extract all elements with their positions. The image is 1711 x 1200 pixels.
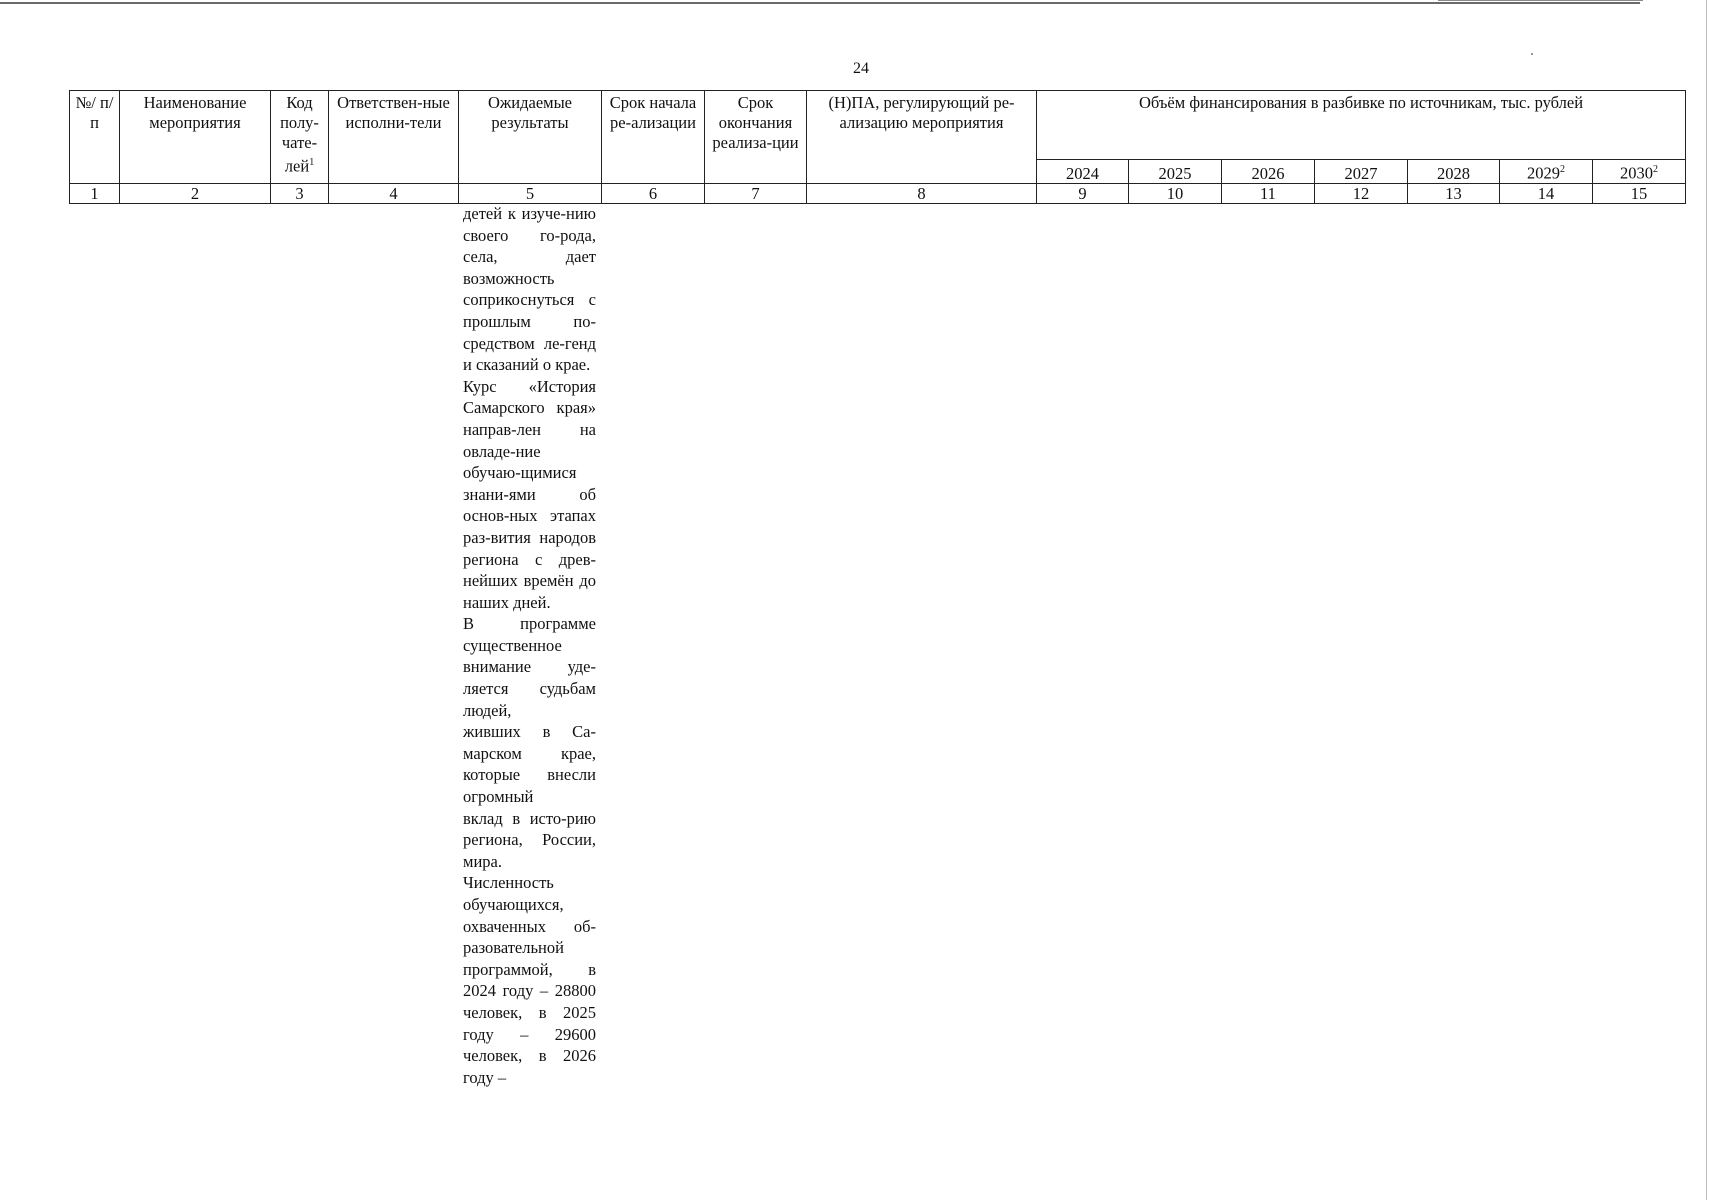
header-year-2030 (1593, 160, 1686, 184)
header-start-date: Срок начала ре-ализации (602, 91, 705, 184)
year-2029-text: 2029 (1527, 163, 1560, 183)
header-expected-results: Ожидаемые результаты (459, 91, 602, 184)
column-number: 10 (1129, 183, 1222, 203)
header-year-2026: 2026 (1222, 160, 1315, 184)
column-number: 5 (459, 183, 602, 203)
column-number: 7 (705, 183, 807, 203)
scan-border-top (0, 2, 1640, 4)
footnote-ref: 1 (309, 157, 315, 168)
header-year-2025: 2025 (1129, 160, 1222, 184)
header-year-2027: 2027 (1315, 160, 1408, 184)
header-activity-name: Наименование мероприятия (120, 91, 271, 184)
column-number: 6 (602, 183, 705, 203)
header-funding: Объём финансирования в разбивке по источникам, тыс. рублей (1037, 91, 1686, 160)
column-number: 14 (1500, 183, 1593, 203)
column-number: 12 (1315, 183, 1408, 203)
page-number: 24 (853, 60, 869, 77)
header-number: №/ п/п (70, 91, 120, 184)
scan-border-right (1706, 0, 1707, 1200)
header-recipient-code-text: Код полу-чате-лей (280, 93, 319, 176)
column-number: 8 (807, 183, 1037, 203)
results-paragraph: живших в Са-марском крае, которые внесли огромный (463, 722, 596, 807)
footnote-ref: 2 (1560, 164, 1565, 175)
column-number: 3 (271, 183, 329, 203)
header-year-2028: 2028 (1408, 160, 1500, 184)
column-number: 1 (70, 183, 120, 203)
column-number: 15 (1593, 183, 1686, 203)
scan-border-fragment (1438, 0, 1643, 1)
results-paragraph: Численность обучающихся, охваченных об-разовательной программой, в 2024 году – 28800 человек, в 2025 году – 29600 человек, в 2026 году – (463, 873, 596, 1087)
column-number: 13 (1408, 183, 1500, 203)
results-paragraph: вклад в исто-рию региона, России, мира. (463, 808, 596, 871)
column-number: 2 (120, 183, 271, 203)
header-legal-act: (Н)ПА, регулирующий ре-ализацию мероприятия (807, 91, 1037, 184)
header-year-2024: 2024 (1037, 160, 1129, 184)
column-number: 11 (1222, 183, 1315, 203)
header-recipient-code (271, 91, 329, 184)
activities-table (69, 90, 1686, 204)
column-number: 4 (329, 183, 459, 203)
column-number: 9 (1037, 183, 1129, 203)
scan-speck (1531, 53, 1533, 55)
header-end-date: Срок окончания реализа-ции (705, 91, 807, 184)
results-paragraph: детей к изуче-нию своего го-рода, села, дает возможность соприкоснуться с прошлым по-средством ле-генд и сказаний о крае. (463, 204, 596, 375)
results-paragraph: Курс «История Самарского края» направ-лен на овладе-ние обучаю-щимися знани-ями об основ-ных этапах раз-вития народов региона с древ-нейших времён до наших дней. (463, 376, 596, 612)
header-responsible: Ответствен-ные исполни-тели (329, 91, 459, 184)
header-year-2029 (1500, 160, 1593, 184)
footnote-ref: 2 (1653, 164, 1659, 175)
expected-results-continuation (463, 203, 596, 1088)
results-paragraph: В программе существенное внимание уде-ляется судьбам людей, (463, 614, 596, 720)
year-2030-text: 2030 (1620, 163, 1654, 183)
